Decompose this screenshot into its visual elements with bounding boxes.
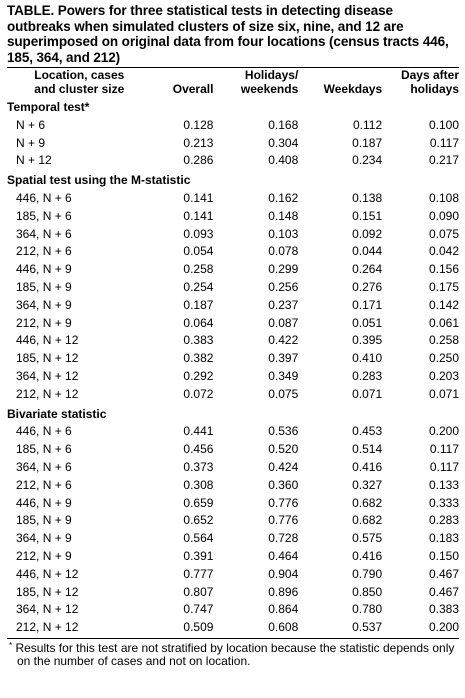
cell-value: 0.383	[428, 602, 459, 617]
table-body	[7, 99, 459, 637]
row-label: 446, N + 12	[16, 566, 79, 581]
column-header-location-line2: and cluster size	[34, 81, 125, 96]
row-label: 185, N + 12	[16, 351, 79, 366]
cell-value: 0.054	[183, 244, 214, 259]
cell-value: 0.780	[352, 602, 383, 617]
row-label: 446, N + 6	[16, 190, 72, 205]
cell-value: 0.203	[428, 368, 459, 383]
table-row	[7, 619, 459, 637]
bottom-rule	[7, 638, 459, 639]
table-row	[7, 601, 459, 619]
row-label: 446, N + 12	[16, 333, 79, 348]
table-row	[7, 135, 459, 153]
cell-value: 0.138	[352, 190, 383, 205]
cell-value: 0.075	[268, 386, 299, 401]
column-header-location	[7, 68, 152, 99]
cell-value: 0.128	[183, 117, 214, 132]
row-label: N + 12	[16, 153, 52, 168]
section-heading-row	[7, 170, 459, 190]
cell-value: 0.044	[352, 244, 383, 259]
table-row	[7, 261, 459, 279]
row-label: 446, N + 6	[16, 424, 72, 439]
cell-value: 0.864	[268, 602, 299, 617]
table-header	[7, 68, 459, 99]
cell-value: 0.608	[268, 620, 299, 635]
cell-value: 0.747	[183, 602, 214, 617]
cell-value: 0.416	[352, 459, 383, 474]
cell-value: 0.133	[428, 477, 459, 492]
cell-value: 0.078	[268, 244, 299, 259]
cell-value: 0.327	[352, 477, 383, 492]
cell-value: 0.896	[268, 584, 299, 599]
cell-value: 0.150	[428, 548, 459, 563]
row-label: 212, N + 9	[16, 315, 72, 330]
cell-value: 0.075	[428, 226, 459, 241]
column-header-days-after-line1: Days after	[400, 68, 459, 82]
cell-value: 0.112	[352, 117, 383, 132]
cell-value: 0.250	[428, 351, 459, 366]
cell-value: 0.509	[183, 620, 214, 635]
cell-value: 0.171	[352, 297, 383, 312]
cell-value: 0.564	[183, 531, 214, 546]
power-table	[7, 68, 459, 637]
cell-value: 0.072	[183, 386, 214, 401]
cell-value: 0.776	[268, 513, 299, 528]
cell-value: 0.258	[428, 333, 459, 348]
row-label: 185, N + 12	[16, 584, 79, 599]
cell-value: 0.117	[429, 459, 459, 474]
cell-value: 0.682	[352, 513, 383, 528]
cell-value: 0.200	[428, 424, 459, 439]
row-label: 364, N + 9	[16, 531, 72, 546]
cell-value: 0.652	[183, 513, 214, 528]
cell-value: 0.156	[428, 262, 459, 277]
column-header-days-after-holidays	[382, 68, 459, 99]
section-heading: Spatial test using the M-statistic	[7, 173, 191, 188]
column-header-holidays-weekends	[213, 68, 298, 99]
cell-value: 0.087	[268, 315, 299, 330]
cell-value: 0.467	[428, 566, 459, 581]
cell-value: 0.416	[352, 548, 383, 563]
cell-value: 0.467	[428, 584, 459, 599]
cell-value: 0.187	[352, 135, 383, 150]
cell-value: 0.728	[268, 531, 299, 546]
cell-value: 0.237	[268, 297, 299, 312]
footnote-marker: *	[9, 640, 13, 650]
table-row	[7, 386, 459, 404]
cell-value: 0.100	[428, 117, 459, 132]
cell-value: 0.659	[183, 495, 214, 510]
table-row	[7, 279, 459, 297]
cell-value: 0.258	[183, 262, 214, 277]
row-label: 446, N + 9	[16, 495, 72, 510]
cell-value: 0.776	[268, 495, 299, 510]
cell-value: 0.536	[268, 424, 299, 439]
cell-value: 0.292	[183, 368, 214, 383]
cell-value: 0.575	[352, 531, 383, 546]
cell-value: 0.456	[183, 442, 214, 457]
table-row	[7, 530, 459, 548]
section-heading: Bivariate statistic	[7, 406, 107, 421]
column-header-days-after-line2: holidays	[410, 81, 459, 96]
cell-value: 0.071	[428, 386, 459, 401]
table-row	[7, 459, 459, 477]
footnote	[7, 642, 459, 669]
cell-value: 0.141	[183, 190, 214, 205]
cell-value: 0.103	[268, 226, 299, 241]
cell-value: 0.162	[268, 190, 299, 205]
table-row	[7, 350, 459, 368]
cell-value: 0.213	[183, 135, 214, 150]
row-label: 364, N + 6	[16, 459, 72, 474]
cell-value: 0.064	[183, 315, 214, 330]
cell-value: 0.061	[428, 315, 459, 330]
row-label: 364, N + 9	[16, 297, 72, 312]
table-row	[7, 584, 459, 602]
cell-value: 0.382	[183, 351, 214, 366]
cell-value: 0.464	[268, 548, 299, 563]
cell-value: 0.276	[352, 279, 383, 294]
row-label: 185, N + 9	[16, 279, 72, 294]
footnote-text: Results for this test are not stratified by location because the statistic depends only on the number of cases and not on location.	[12, 640, 455, 669]
cell-value: 0.286	[183, 153, 214, 168]
table-row	[7, 152, 459, 170]
table-row	[7, 512, 459, 530]
cell-value: 0.537	[352, 620, 383, 635]
cell-value: 0.256	[268, 279, 299, 294]
row-label: 185, N + 9	[16, 513, 72, 528]
cell-value: 0.092	[352, 226, 383, 241]
cell-value: 0.682	[352, 495, 383, 510]
table-row	[7, 226, 459, 244]
cell-value: 0.264	[352, 262, 383, 277]
cell-value: 0.042	[428, 244, 459, 259]
column-header-holidays-line2: weekends	[240, 81, 299, 96]
row-label: N + 6	[16, 117, 46, 132]
table-row	[7, 297, 459, 315]
cell-value: 0.807	[183, 584, 214, 599]
cell-value: 0.071	[352, 386, 383, 401]
table-row	[7, 117, 459, 135]
cell-value: 0.183	[428, 531, 459, 546]
section-heading-row	[7, 404, 459, 424]
cell-value: 0.200	[428, 620, 459, 635]
cell-value: 0.108	[428, 190, 459, 205]
row-label: 212, N + 6	[16, 477, 72, 492]
cell-value: 0.850	[352, 584, 383, 599]
cell-value: 0.283	[428, 513, 459, 528]
table-row	[7, 208, 459, 226]
table-row	[7, 190, 459, 208]
column-header-overall: Overall	[172, 81, 214, 96]
cell-value: 0.051	[352, 315, 383, 330]
cell-value: 0.424	[268, 459, 299, 474]
cell-value: 0.117	[429, 135, 459, 150]
table-row	[7, 548, 459, 566]
cell-value: 0.151	[352, 208, 383, 223]
cell-value: 0.254	[183, 279, 214, 294]
cell-value: 0.349	[268, 368, 299, 383]
cell-value: 0.520	[268, 442, 299, 457]
table-row	[7, 423, 459, 441]
row-label: 212, N + 6	[16, 244, 72, 259]
cell-value: 0.777	[183, 566, 214, 581]
cell-value: 0.168	[268, 117, 299, 132]
table-row	[7, 243, 459, 261]
table-title: TABLE. Powers for three statistical tests in detecting disease outbreaks when simulated clusters of size six, nine, and 12 are superimposed on original data from four locations (census tracts 446, 185, 364, and 212)	[7, 3, 449, 65]
column-header-weekdays: Weekdays	[323, 81, 383, 96]
table-row	[7, 495, 459, 513]
cell-value: 0.408	[268, 153, 299, 168]
row-label: 364, N + 12	[16, 602, 79, 617]
row-label: 364, N + 12	[16, 368, 79, 383]
column-header-holidays-line1: Holidays/	[244, 68, 299, 82]
cell-value: 0.093	[183, 226, 214, 241]
cell-value: 0.790	[352, 566, 383, 581]
cell-value: 0.453	[352, 424, 383, 439]
table-row	[7, 477, 459, 495]
section-heading: Temporal test*	[7, 100, 90, 114]
cell-value: 0.148	[268, 208, 299, 223]
row-label: N + 9	[16, 135, 46, 150]
cell-value: 0.090	[428, 208, 459, 223]
cell-value: 0.283	[352, 368, 383, 383]
cell-value: 0.391	[183, 548, 214, 563]
cell-value: 0.422	[268, 333, 299, 348]
cell-value: 0.410	[352, 351, 383, 366]
row-label: 446, N + 9	[16, 262, 72, 277]
table-row	[7, 368, 459, 386]
row-label: 185, N + 6	[16, 208, 72, 223]
cell-value: 0.308	[183, 477, 214, 492]
row-label: 212, N + 12	[16, 386, 79, 401]
cell-value: 0.514	[352, 442, 383, 457]
row-label: 364, N + 6	[16, 226, 72, 241]
column-header-location-line1: Location, cases	[34, 68, 125, 82]
cell-value: 0.304	[268, 135, 299, 150]
cell-value: 0.142	[428, 297, 459, 312]
cell-value: 0.904	[268, 566, 299, 581]
cell-value: 0.360	[268, 477, 299, 492]
table-row	[7, 566, 459, 584]
cell-value: 0.234	[352, 153, 383, 168]
cell-value: 0.117	[429, 442, 459, 457]
cell-value: 0.441	[183, 424, 214, 439]
section-heading-row	[7, 99, 459, 117]
table-row	[7, 315, 459, 333]
cell-value: 0.333	[428, 495, 459, 510]
table-row	[7, 332, 459, 350]
cell-value: 0.187	[183, 297, 214, 312]
cell-value: 0.217	[428, 153, 459, 168]
table-row	[7, 441, 459, 459]
cell-value: 0.373	[183, 459, 214, 474]
cell-value: 0.299	[268, 262, 299, 277]
cell-value: 0.141	[183, 208, 214, 223]
header-row	[7, 68, 459, 99]
cell-value: 0.397	[268, 351, 299, 366]
cell-value: 0.395	[352, 333, 383, 348]
row-label: 185, N + 6	[16, 442, 72, 457]
row-label: 212, N + 12	[16, 620, 79, 635]
cell-value: 0.383	[183, 333, 214, 348]
cell-value: 0.175	[428, 279, 459, 294]
row-label: 212, N + 9	[16, 548, 72, 563]
